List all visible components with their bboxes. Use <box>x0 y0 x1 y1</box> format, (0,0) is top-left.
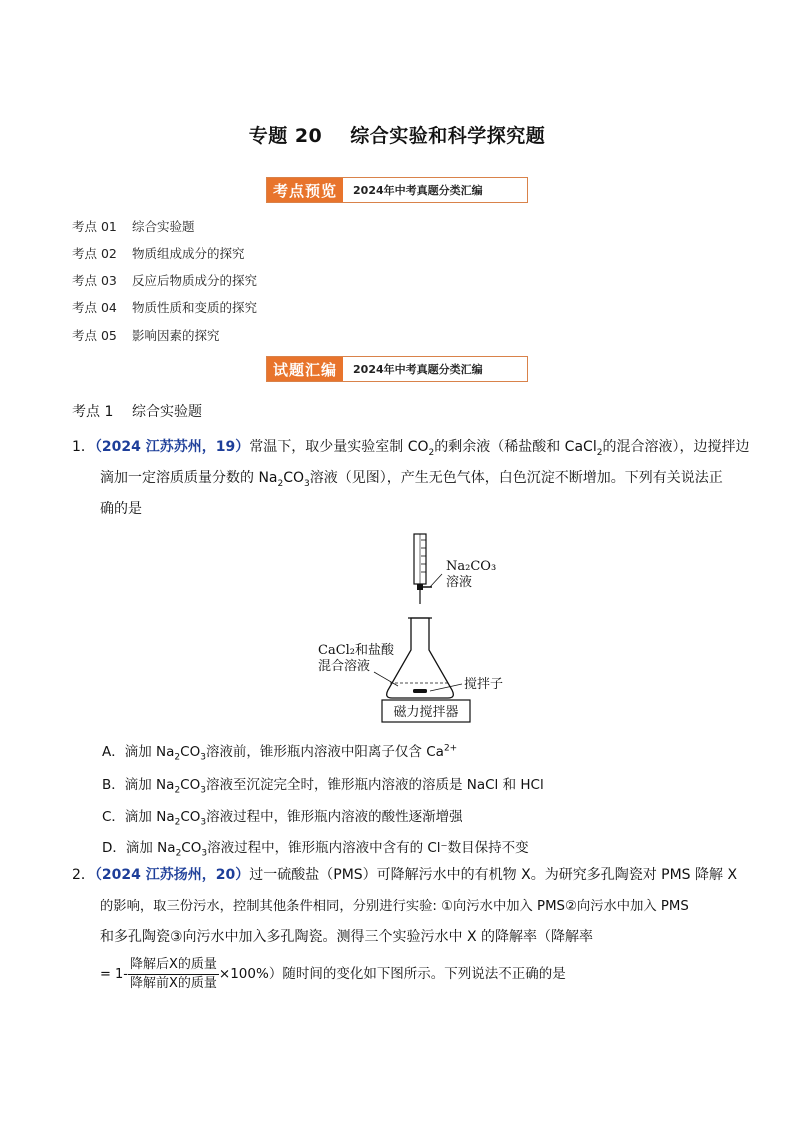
kaodian-label: 物质组成成分的探究 <box>132 246 245 261</box>
option-text: D．滴加 Na <box>102 840 176 856</box>
option-text: B．滴加 Na <box>102 777 175 793</box>
kaodian-code: 考点 02 <box>72 246 117 261</box>
q1-text: 的混合溶液），边搅拌边 <box>602 439 750 455</box>
option-text: 溶液至沉淀完全时，锥形瓶内溶液的溶质是 NaCl 和 HCl <box>205 777 544 793</box>
option-text: C．滴加 Na <box>102 809 175 825</box>
option-text: 溶液过程中，锥形瓶内溶液的酸性逐渐增强 <box>206 809 463 825</box>
option-text: A．滴加 Na <box>102 744 175 760</box>
banner-collection <box>266 356 528 382</box>
option-b: B．滴加 $Na_2CO_3$溶液至沉淀完全时，锥形瓶内溶液的溶质是 NaCl 和 HCl <box>102 777 544 796</box>
option-text: CO <box>180 809 201 825</box>
option-text: 2+ <box>443 743 458 754</box>
option-text: 溶液前，锥形瓶内溶液中阳离子仅含 Ca <box>205 744 444 760</box>
q2-source: （2024 江苏扬州，20） <box>94 867 250 883</box>
reagent-label: Na₂CO₃ <box>446 559 497 574</box>
stir-bar <box>413 689 427 693</box>
option-text: CO <box>180 744 201 760</box>
q1-text: 的剩余液（稀盐酸和 CaCl <box>434 439 597 455</box>
kaodian-item <box>72 271 257 289</box>
banner-preview-tag: 考点预览 <box>267 178 343 202</box>
q2-text: 过一硫酸盐（PMS）可降解污水中的有机物 X。为研究多孔陶瓷对 PMS 降解 X <box>249 867 738 883</box>
q2-number: 2． <box>72 867 95 883</box>
q1-text: 确的是 <box>100 501 142 517</box>
formula-numerator: 降解后X的质量 <box>128 956 219 975</box>
section-heading <box>72 401 202 421</box>
q2-text: 和多孔陶瓷③向污水中加入多孔陶瓷。测得三个实验污水中 X 的降解率（降解率 <box>100 929 594 945</box>
kaodian-code: 考点 01 <box>72 219 117 234</box>
formula-fraction <box>128 956 219 993</box>
formula-denominator: 降解前X的质量 <box>130 976 217 991</box>
title-name: 综合实验和科学探究题 <box>350 125 546 147</box>
option-text: 溶液过程中，锥形瓶内溶液中含有的 Cl⁻数目保持不变 <box>207 840 529 856</box>
degradation-formula <box>100 956 566 993</box>
mixture-label-2: 混合溶液 <box>318 659 371 674</box>
q1-text: 滴加一定溶质质量分数的 Na <box>100 470 278 486</box>
banner-preview-sub: 2024年中考真题分类汇编 <box>353 184 483 197</box>
section-code: 考点 1 <box>72 404 114 420</box>
kaodian-code: 考点 04 <box>72 300 117 315</box>
option-d: D．滴加 $Na_2CO_3$溶液过程中，锥形瓶内溶液中含有的 Cl⁻数目保持不变 <box>102 840 529 859</box>
option-c: C．滴加 $Na_2CO_3$溶液过程中，锥形瓶内溶液的酸性逐渐增强 <box>102 809 463 828</box>
q1-number: 1． <box>72 439 95 455</box>
title-topic: 专题 20 <box>248 125 323 147</box>
apparatus-diagram <box>310 530 530 730</box>
q1-source: （2024 江苏苏州，19） <box>94 439 250 455</box>
kaodian-label: 综合实验题 <box>132 219 195 234</box>
stirrer-label: 磁力搅拌器 <box>393 705 459 720</box>
reagent-label-2: 溶液 <box>446 575 473 590</box>
kaodian-code: 考点 03 <box>72 273 117 288</box>
section-label: 综合实验题 <box>132 404 202 420</box>
formula-prefix: = 1- <box>100 967 128 982</box>
q2-line3 <box>100 922 593 953</box>
stir-bar-label: 搅拌子 <box>464 677 504 692</box>
q1-line2: 滴加一定溶质质量分数的 $Na_2CO_3$溶液（见图），产生无色气体，白色沉淀不断增加。下列有关说法正 <box>100 470 723 489</box>
formula-suffix: ×100%）随时间的变化如下图所示。下列说法不正确的是 <box>218 966 566 982</box>
kaodian-item <box>72 244 245 262</box>
q1-line3 <box>100 494 142 525</box>
kaodian-item <box>72 217 195 235</box>
kaodian-label: 反应后物质成分的探究 <box>132 273 258 288</box>
mixture-label: CaCl₂和盐酸 <box>318 643 395 658</box>
conical-flask <box>387 618 454 698</box>
banner-collection-sub: 2024年中考真题分类汇编 <box>353 363 483 376</box>
q1-text: 溶液（见图），产生无色气体，白色沉淀不断增加。下列有关说法正 <box>309 470 723 486</box>
q2-line1 <box>72 860 737 891</box>
q1-text: 常温下，取少量实验室制 CO <box>249 439 429 455</box>
q2-text: 的影响，取三份污水，控制其他条件相同，分别进行实验: ①向污水中加入 PMS②向污水中加入 PMS <box>100 899 689 914</box>
option-a: A．滴加 $Na_2CO_3$溶液前，锥形瓶内溶液中阳离子仅含 $Ca^{2+}$ <box>102 743 458 763</box>
banner-preview <box>266 177 528 203</box>
kaodian-label: 影响因素的探究 <box>132 328 220 343</box>
option-text: CO <box>181 840 202 856</box>
kaodian-code: 考点 05 <box>72 328 117 343</box>
page-title <box>0 121 794 148</box>
kaodian-item <box>72 326 220 344</box>
stopcock <box>417 584 423 590</box>
q1-text: CO <box>283 470 305 486</box>
banner-collection-tag: 试题汇编 <box>267 357 343 381</box>
kaodian-item <box>72 298 257 316</box>
q1-line1: 1．（2024 江苏苏州，19）常温下，取少量实验室制 $CO_2$的剩余液（稀盐酸和 CaCl$_2$的混合溶液），边搅拌边 <box>72 439 750 458</box>
kaodian-label: 物质性质和变质的探究 <box>132 300 258 315</box>
q2-line2 <box>100 891 689 922</box>
option-text: CO <box>180 777 201 793</box>
